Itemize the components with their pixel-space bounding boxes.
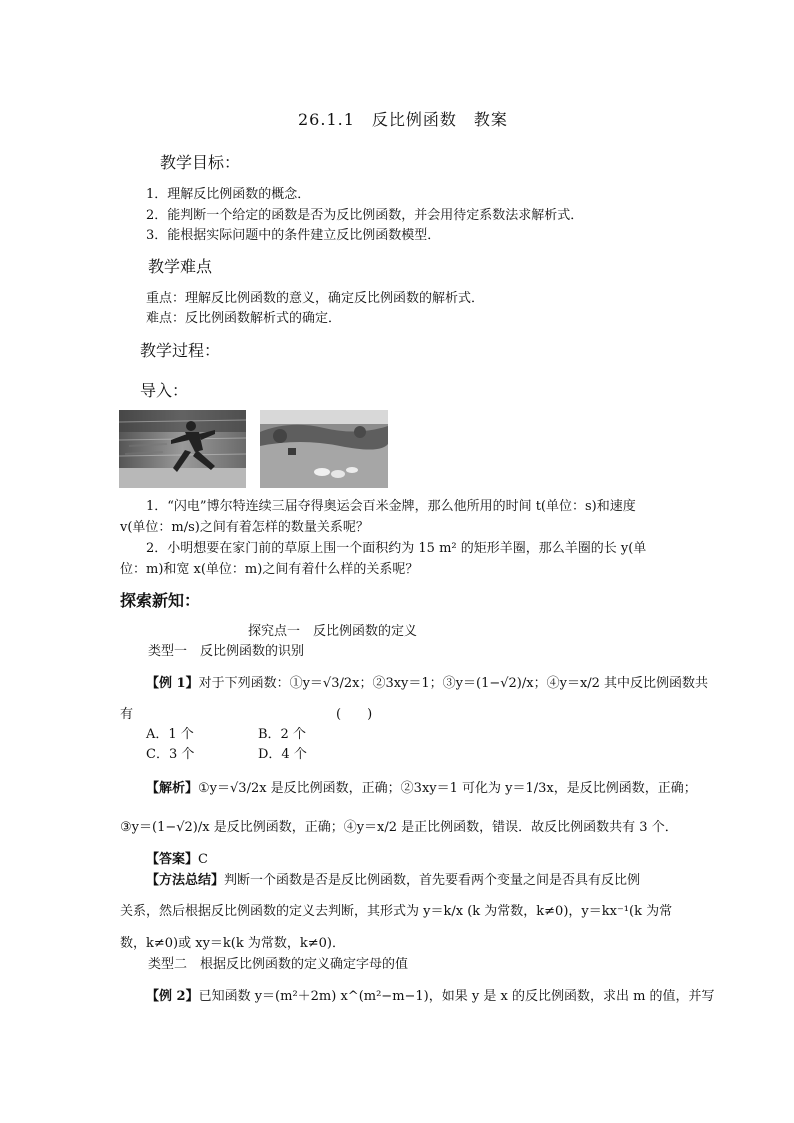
example-1-cont: 有	[120, 707, 134, 722]
analysis-text-1: ①y＝√3/2x 是反比例函数，正确；②3xy＝1 可化为 y＝1/3x，是反比例函数，正确；	[198, 781, 697, 796]
type-1-heading: 类型一 反比例函数的识别	[148, 644, 305, 659]
method-text-1: 判断一个函数是否是反比例函数，首先要看两个变量之间是否具有反比例	[224, 873, 641, 888]
process-heading: 教学过程：	[140, 341, 221, 360]
intro-question-1: 1．“闪电”博尔特连续三届夺得奥运会百米金牌，那么他所用的时间 t(单位：s)和速度	[146, 499, 636, 514]
page-title: 26.1.1 反比例函数 教案	[298, 110, 508, 129]
method-line-1	[146, 869, 640, 888]
goal-item-1: 1．理解反比例函数的概念．	[146, 187, 311, 202]
analysis-line-2: ③y＝(1−√2)/x 是反比例函数，正确；④y＝x/2 是正比例函数，错误．故反比例函数共有 3 个．	[120, 820, 678, 835]
example-2	[146, 985, 715, 1004]
example-1	[146, 672, 708, 691]
intro-question-2: 2．小明想要在家门前的草原上围一个面积约为 15 m² 的矩形羊圈，那么羊圈的长 y(单	[146, 541, 647, 556]
goal-item-2: 2．能判断一个给定的函数是否为反比例函数，并会用待定系数法求解析式．	[146, 208, 584, 223]
difficulty-heading: 教学难点	[148, 257, 213, 276]
example-2-tag: 【例 2】	[146, 989, 199, 1004]
method-tag: 【方法总结】	[146, 873, 225, 888]
goal-item-3: 3．能根据实际问题中的条件建立反比例函数模型．	[146, 228, 441, 243]
method-line-2: 关系，然后根据反比例函数的定义去判断，其形式为 y＝k/x (k 为常数，k≠0)，y＝kx⁻¹(k 为常	[120, 904, 673, 919]
explore-heading: 探索新知：	[120, 591, 201, 610]
method-line-3: 数，k≠0)或 xy＝k(k 为常数，k≠0)．	[120, 936, 345, 951]
type-2-heading: 类型二 根据反比例函数的定义确定字母的值	[148, 957, 409, 972]
intro-heading: 导入：	[140, 381, 189, 400]
example-1-text: 对于下列函数：①y＝√3/2x；②3xy＝1；③y＝(1−√2)/x；④y＝x/2 其中反比例函数共	[198, 676, 709, 691]
hard-point: 难点：反比例函数解析式的确定．	[146, 311, 342, 326]
answer-value: C	[198, 852, 208, 867]
intro-question-2-cont: 位：m)和宽 x(单位：m)之间有着什么样的关系呢？	[120, 562, 419, 577]
intro-question-1-cont: v(单位：m/s)之间有着怎样的数量关系呢？	[120, 520, 369, 535]
meadow-sheep-photo	[260, 410, 388, 488]
example-2-text: 已知函数 y＝(m²＋2m) x^(m²−m−1)，如果 y 是 x 的反比例函数，求出 m 的值，并写	[198, 989, 715, 1004]
option-a: A．1 个	[146, 727, 194, 742]
answer-line	[146, 848, 208, 867]
answer-tag: 【答案】	[146, 852, 199, 867]
sprinter-photo	[119, 410, 246, 488]
goals-heading: 教学目标：	[160, 153, 241, 172]
option-b: B．2 个	[258, 727, 306, 742]
answer-paren: ( )	[336, 707, 373, 722]
option-d: D．4 个	[258, 747, 307, 762]
analysis-line-1	[146, 777, 697, 796]
explore-point-1: 探究点一 反比例函数的定义	[248, 624, 418, 639]
key-point: 重点：理解反比例函数的意义，确定反比例函数的解析式．	[146, 291, 485, 306]
example-1-tag: 【例 1】	[146, 676, 199, 691]
analysis-tag: 【解析】	[146, 781, 199, 796]
option-c: C．3 个	[146, 747, 195, 762]
